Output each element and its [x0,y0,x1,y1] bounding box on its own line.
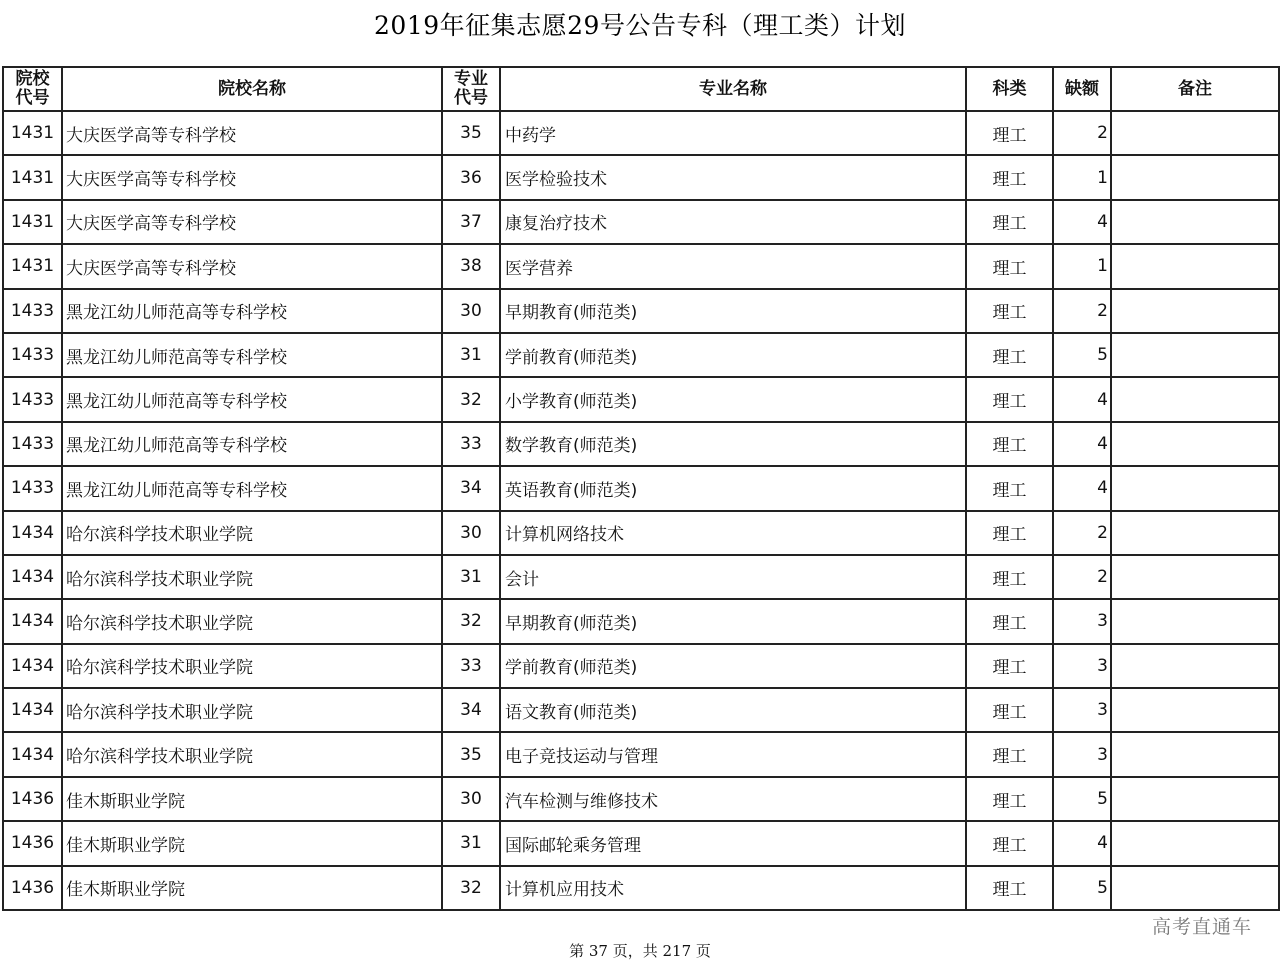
cell-school-code: 1433 [3,422,62,466]
cell-major-name: 中药学 [500,111,966,155]
cell-school-code: 1436 [3,866,62,910]
cell-category: 理工 [966,555,1053,599]
cell-school-name: 大庆医学高等专科学校 [62,200,442,244]
cell-school-code: 1434 [3,732,62,776]
cell-category: 理工 [966,599,1053,643]
cell-vacancies: 1 [1053,244,1111,288]
cell-category: 理工 [966,777,1053,821]
cell-major-code: 34 [442,466,500,510]
cell-notes [1111,200,1279,244]
table-row [3,422,1279,466]
cell-major-code: 35 [442,732,500,776]
cell-notes [1111,244,1279,288]
cell-category: 理工 [966,244,1053,288]
cell-major-code: 35 [442,111,500,155]
cell-category: 理工 [966,155,1053,199]
cell-school-code: 1434 [3,644,62,688]
cell-category: 理工 [966,644,1053,688]
cell-major-name: 学前教育(师范类) [500,644,966,688]
cell-major-code: 37 [442,200,500,244]
header-vacancies: 缺额 [1053,67,1111,111]
cell-notes [1111,555,1279,599]
table-row [3,377,1279,421]
cell-category: 理工 [966,200,1053,244]
header-category: 科类 [966,67,1053,111]
table-row [3,732,1279,776]
cell-notes [1111,732,1279,776]
page-footer: 第 37 页，共 217 页 [569,942,711,960]
cell-major-code: 30 [442,511,500,555]
cell-school-name: 大庆医学高等专科学校 [62,244,442,288]
table-row [3,111,1279,155]
header-major-code-line1: 专业 [454,69,488,89]
cell-major-code: 33 [442,644,500,688]
cell-notes [1111,866,1279,910]
header-major-code-line2: 代号 [454,88,488,108]
cell-major-name: 国际邮轮乘务管理 [500,821,966,865]
cell-school-code: 1431 [3,111,62,155]
cell-major-code: 31 [442,333,500,377]
table-row [3,821,1279,865]
cell-major-code: 31 [442,821,500,865]
cell-vacancies: 2 [1053,289,1111,333]
cell-notes [1111,644,1279,688]
table-row [3,244,1279,288]
cell-major-code: 33 [442,422,500,466]
cell-major-name: 计算机网络技术 [500,511,966,555]
cell-school-name: 大庆医学高等专科学校 [62,111,442,155]
cell-notes [1111,777,1279,821]
cell-vacancies: 2 [1053,511,1111,555]
cell-school-name: 哈尔滨科学技术职业学院 [62,555,442,599]
cell-category: 理工 [966,422,1053,466]
table-row [3,555,1279,599]
cell-major-name: 康复治疗技术 [500,200,966,244]
cell-school-code: 1433 [3,289,62,333]
table-header-row [3,67,1279,111]
table-row [3,644,1279,688]
cell-major-name: 电子竞技运动与管理 [500,732,966,776]
cell-school-name: 黑龙江幼儿师范高等专科学校 [62,377,442,421]
cell-school-code: 1434 [3,688,62,732]
cell-major-name: 英语教育(师范类) [500,466,966,510]
cell-notes [1111,111,1279,155]
cell-category: 理工 [966,866,1053,910]
cell-school-code: 1431 [3,155,62,199]
table-row [3,777,1279,821]
cell-major-code: 32 [442,599,500,643]
cell-vacancies: 1 [1053,155,1111,199]
cell-category: 理工 [966,377,1053,421]
table-row [3,333,1279,377]
cell-notes [1111,155,1279,199]
cell-major-name: 会计 [500,555,966,599]
cell-school-name: 黑龙江幼儿师范高等专科学校 [62,333,442,377]
cell-category: 理工 [966,289,1053,333]
cell-school-name: 哈尔滨科学技术职业学院 [62,511,442,555]
cell-major-name: 早期教育(师范类) [500,599,966,643]
cell-school-code: 1433 [3,333,62,377]
cell-vacancies: 5 [1053,333,1111,377]
cell-category: 理工 [966,511,1053,555]
cell-vacancies: 4 [1053,466,1111,510]
table-row [3,289,1279,333]
cell-major-code: 32 [442,866,500,910]
cell-school-name: 哈尔滨科学技术职业学院 [62,732,442,776]
cell-notes [1111,422,1279,466]
cell-vacancies: 2 [1053,555,1111,599]
cell-school-name: 黑龙江幼儿师范高等专科学校 [62,466,442,510]
table-row [3,155,1279,199]
cell-school-code: 1434 [3,555,62,599]
cell-major-code: 30 [442,289,500,333]
cell-vacancies: 2 [1053,111,1111,155]
cell-major-name: 小学教育(师范类) [500,377,966,421]
table-row [3,466,1279,510]
cell-notes [1111,466,1279,510]
cell-category: 理工 [966,466,1053,510]
cell-vacancies: 3 [1053,644,1111,688]
cell-vacancies: 3 [1053,599,1111,643]
cell-category: 理工 [966,821,1053,865]
cell-major-code: 31 [442,555,500,599]
cell-major-name: 计算机应用技术 [500,866,966,910]
enrollment-plan-table [2,66,1280,911]
header-major-name: 专业名称 [500,67,966,111]
cell-vacancies: 4 [1053,377,1111,421]
cell-major-code: 30 [442,777,500,821]
cell-category: 理工 [966,333,1053,377]
table-row [3,688,1279,732]
cell-vacancies: 5 [1053,777,1111,821]
cell-major-name: 医学营养 [500,244,966,288]
table-body [3,111,1279,910]
cell-school-name: 哈尔滨科学技术职业学院 [62,644,442,688]
cell-category: 理工 [966,732,1053,776]
cell-category: 理工 [966,688,1053,732]
cell-major-name: 早期教育(师范类) [500,289,966,333]
cell-school-code: 1433 [3,377,62,421]
cell-notes [1111,599,1279,643]
cell-notes [1111,333,1279,377]
cell-major-code: 38 [442,244,500,288]
cell-vacancies: 4 [1053,200,1111,244]
cell-school-code: 1436 [3,821,62,865]
cell-notes [1111,511,1279,555]
cell-category: 理工 [966,111,1053,155]
header-school-code [3,67,62,111]
cell-school-code: 1433 [3,466,62,510]
cell-school-name: 佳木斯职业学院 [62,866,442,910]
cell-school-name: 黑龙江幼儿师范高等专科学校 [62,289,442,333]
cell-vacancies: 4 [1053,821,1111,865]
cell-vacancies: 3 [1053,732,1111,776]
cell-major-name: 数学教育(师范类) [500,422,966,466]
cell-school-name: 哈尔滨科学技术职业学院 [62,688,442,732]
header-major-code [442,67,500,111]
header-school-code-line2: 代号 [15,88,50,108]
cell-notes [1111,688,1279,732]
cell-vacancies: 5 [1053,866,1111,910]
header-notes: 备注 [1111,67,1279,111]
page-title: 2019年征集志愿29号公告专科（理工类）计划 [374,11,906,40]
cell-school-code: 1431 [3,244,62,288]
cell-school-code: 1434 [3,511,62,555]
cell-notes [1111,377,1279,421]
cell-school-name: 佳木斯职业学院 [62,821,442,865]
header-school-code-line1: 院校 [15,69,50,89]
cell-major-name: 汽车检测与维修技术 [500,777,966,821]
cell-vacancies: 4 [1053,422,1111,466]
cell-school-name: 佳木斯职业学院 [62,777,442,821]
cell-notes [1111,289,1279,333]
cell-major-name: 医学检验技术 [500,155,966,199]
cell-vacancies: 3 [1053,688,1111,732]
watermark-text: 高考直通车 [1151,916,1252,938]
cell-major-code: 32 [442,377,500,421]
table-row [3,599,1279,643]
cell-school-code: 1431 [3,200,62,244]
table-row [3,200,1279,244]
cell-major-name: 语文教育(师范类) [500,688,966,732]
cell-school-name: 大庆医学高等专科学校 [62,155,442,199]
table-row [3,511,1279,555]
cell-major-name: 学前教育(师范类) [500,333,966,377]
cell-school-name: 黑龙江幼儿师范高等专科学校 [62,422,442,466]
cell-major-code: 34 [442,688,500,732]
header-school-name: 院校名称 [62,67,442,111]
cell-notes [1111,821,1279,865]
table-row [3,866,1279,910]
cell-school-code: 1436 [3,777,62,821]
cell-school-code: 1434 [3,599,62,643]
cell-school-name: 哈尔滨科学技术职业学院 [62,599,442,643]
cell-major-code: 36 [442,155,500,199]
